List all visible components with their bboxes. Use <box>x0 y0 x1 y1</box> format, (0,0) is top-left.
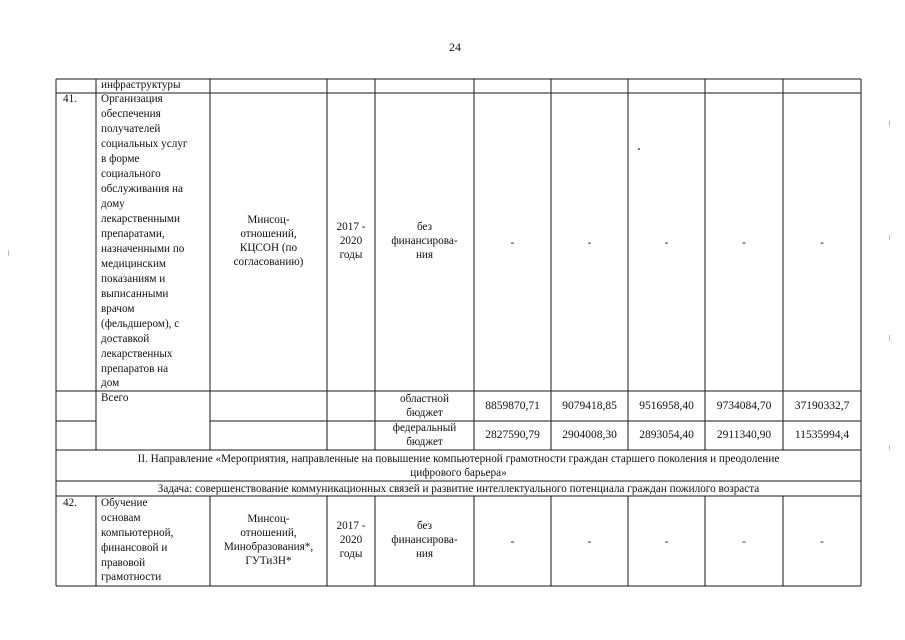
item-41-number: 41. <box>63 93 77 105</box>
item-41-value-2017: - <box>510 237 515 249</box>
item-41-name-line: врачом <box>101 303 135 315</box>
item-42-source-line: без <box>416 520 433 532</box>
item-41-name-line: доставкой <box>101 333 150 345</box>
section-2-heading-line-2: цифрового барьера» <box>410 467 507 479</box>
item-41-executor-line: отношений, <box>240 228 297 240</box>
item-42-period-line: 2020 <box>339 534 363 546</box>
item-41-period-line: 2017 - <box>336 221 366 233</box>
item-41-value-2020: - <box>742 237 746 249</box>
item-41-name-line: медицинским <box>101 258 167 270</box>
page-number: 24 <box>449 40 461 54</box>
item-42-name-line: правовой <box>101 557 146 569</box>
item-41-name-line: социальных услуг <box>101 138 188 150</box>
item-42-executor-line: ГУТиЗН* <box>245 555 292 567</box>
item-41-name-line: в форме <box>101 153 140 165</box>
item-41-name-line: дом <box>101 377 120 389</box>
regional-source-line: бюджет <box>406 407 443 419</box>
item-41-value-2018: - <box>587 237 592 249</box>
total-label: Всего <box>101 392 129 404</box>
federal-source-line: федеральный <box>392 422 457 434</box>
item-41-name-line: социального <box>101 168 161 180</box>
item-41-source-line: без <box>416 221 433 233</box>
item-41-executor-line: Минсоц- <box>247 214 290 226</box>
item-42-value-2020: - <box>742 536 746 548</box>
federal-value-2020: 2911340,90 <box>716 429 772 441</box>
regional-source-line: областной <box>400 393 449 405</box>
federal-value-2019: 2893054,40 <box>639 429 694 441</box>
item-42-name-line: грамотности <box>101 571 162 583</box>
item-41-name-line: препаратов на <box>101 363 169 375</box>
item-42-executor-line: Минсоц- <box>247 513 290 525</box>
item-41-name-line: обслуживания на <box>101 183 183 195</box>
item-41-source-line: ния <box>415 249 434 261</box>
regional-value-total: 37190332,7 <box>794 400 850 412</box>
item-41-name-line: лекарственных <box>101 348 173 360</box>
item-42-name-line: компьютерной, <box>101 527 174 539</box>
item-42-value-total: - <box>820 536 824 548</box>
item-42-source-line: ния <box>415 548 434 560</box>
item-41-name-line: выписанными <box>101 288 169 300</box>
item-41-executor-line: согласованию) <box>233 256 304 268</box>
item-41-name-line: показаниям и <box>101 273 166 285</box>
item-41-name-line: Организация <box>101 93 163 105</box>
item-42-value-2019: - <box>664 536 669 548</box>
item-41-name-line: препаратами, <box>101 228 165 240</box>
item-42-period-line: годы <box>339 548 363 560</box>
item-41-name-line: назначенными по <box>101 243 185 255</box>
item-41-executor-line: КЦСОН (по <box>239 242 298 254</box>
item-42-name-line: Обучение <box>101 497 148 509</box>
item-42-executor-line: Минобразования*, <box>223 541 314 553</box>
regional-value-2020: 9734084,70 <box>716 400 772 412</box>
item-41-name-line: лекарственными <box>101 213 180 225</box>
task-text: Задача: совершенствование коммуникационных связей и развитие интеллектуального потенциала граждан пожилого возраста <box>157 483 760 495</box>
item-42-executor-line: отношений, <box>240 527 297 539</box>
regional-value-2019: 9516958,40 <box>639 400 694 412</box>
item-41-name-line: обеспечения <box>101 108 161 120</box>
item-41-period-line: 2020 <box>339 235 363 247</box>
item-42-source-line: финансирова- <box>391 534 458 546</box>
federal-value-2018: 2904008,30 <box>562 429 617 441</box>
item-42-name-line: финансовой и <box>101 542 168 554</box>
item-41-value-2019: - <box>664 237 669 249</box>
federal-value-total: 11535994,4 <box>794 429 850 441</box>
item-42-period-line: 2017 - <box>336 520 366 532</box>
federal-value-2017: 2827590,79 <box>485 429 540 441</box>
regional-value-2017: 8859870,71 <box>485 400 540 412</box>
item-41-value-total: - <box>820 237 824 249</box>
item-42-value-2017: - <box>510 536 515 548</box>
item-42-value-2018: - <box>587 536 592 548</box>
federal-source-line: бюджет <box>406 436 443 448</box>
item-41-name-line: получателей <box>101 123 161 135</box>
section-2-heading-line-1: II. Направление «Мероприятия, направленные на повышение компьютерной грамотности граждан старшего поколения и преодоление <box>137 453 780 465</box>
item-41-name-line: (фельдшером), с <box>101 318 180 330</box>
continuation-name-tail: инфраструктуры <box>101 79 181 91</box>
item-41-source-line: финансирова- <box>391 235 458 247</box>
item-42-name-line: основам <box>101 512 141 524</box>
item-42-number: 42. <box>63 497 77 509</box>
regional-value-2018: 9079418,85 <box>562 400 617 412</box>
item-41-name-line: дому <box>101 198 125 210</box>
item-41-period-line: годы <box>339 249 363 261</box>
